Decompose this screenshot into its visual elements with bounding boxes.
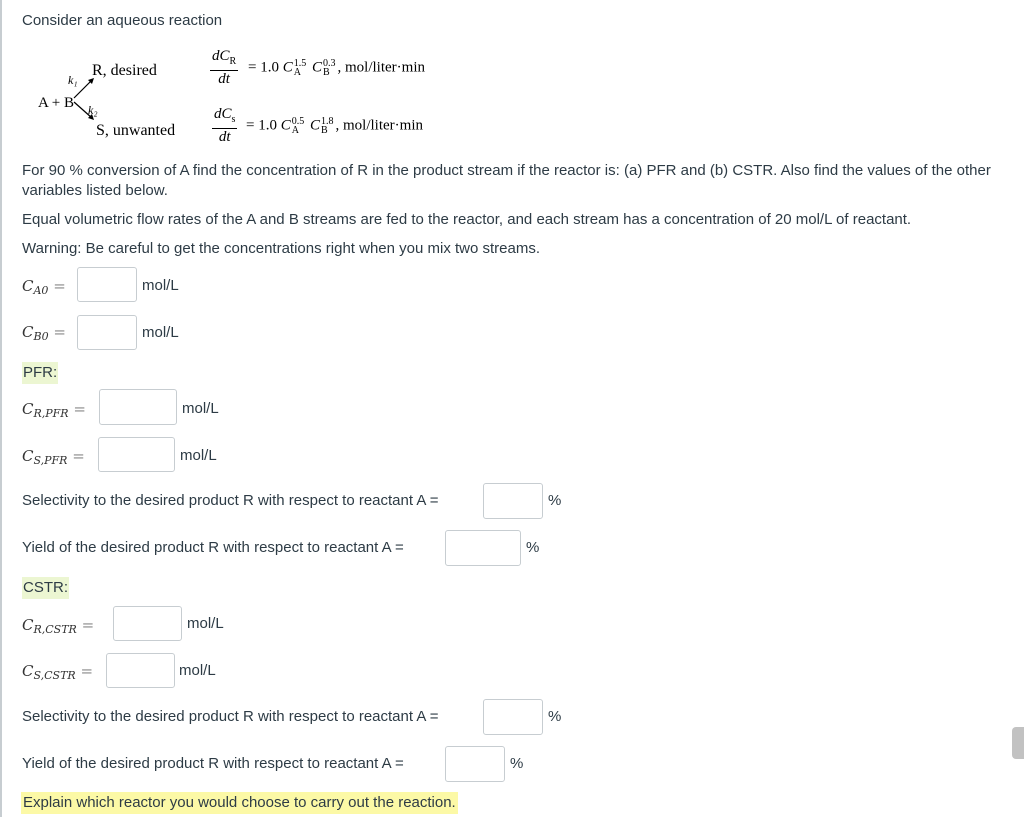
rate-s-ca-letter: C	[280, 117, 291, 134]
rate-s-num-sub: s	[231, 114, 236, 125]
pfr-yield-unit: %	[526, 539, 540, 556]
rate-s-expression	[246, 117, 423, 135]
cr-pfr-symbol: C	[22, 400, 34, 418]
explain-prompt: Explain which reactor you would choose to carry out the reaction.	[21, 792, 458, 814]
ca0-equals: =	[53, 277, 66, 295]
cr-pfr-input[interactable]	[99, 389, 177, 425]
cs-cstr-input[interactable]	[106, 653, 175, 688]
rate-r-cb-letter: C	[311, 59, 322, 76]
cr-cstr-input[interactable]	[113, 606, 182, 641]
ca0-input[interactable]	[77, 267, 137, 302]
k2-label: k₂	[88, 103, 98, 117]
cstr-yield-unit: %	[510, 755, 524, 772]
cs-pfr-input[interactable]	[98, 437, 175, 472]
cs-cstr-equals: =	[80, 662, 94, 680]
cs-pfr-unit: mol/L	[180, 447, 217, 464]
warning-text: Warning: Be careful to get the concentrations right when you mix two streams.	[22, 240, 541, 257]
rate-r-num-sub: R	[229, 56, 237, 67]
rate-s-ca-sub: A	[291, 125, 299, 136]
ca0-unit: mol/L	[142, 277, 179, 294]
product-s-label: S, unwanted	[96, 122, 176, 139]
rate-s-derivative	[212, 106, 237, 145]
cstr-yield-label: Yield of the desired product R with respect to reactant A =	[22, 755, 404, 772]
rate-s-ca-exp: 0.5	[291, 116, 305, 127]
cstr-section-label: CSTR:	[22, 577, 69, 599]
pfr-section-label: PFR:	[22, 362, 58, 384]
problem-statement: For 90 % conversion of A find the concentration of R in the product stream if the reactor is: (a) PFR and (b) CSTR. Also find the values of the other variables listed below.	[22, 162, 991, 199]
cr-cstr-label	[22, 615, 94, 640]
pfr-yield-label: Yield of the desired product R with respect to reactant A =	[22, 539, 404, 556]
ca0-label	[22, 276, 66, 301]
cs-pfr-sub: S,PFR	[33, 454, 68, 467]
k1-label: k₁	[68, 73, 78, 87]
rate-s-num: dC	[214, 106, 232, 122]
rate-r-cb-sub: B	[323, 67, 330, 78]
cstr-yield-input[interactable]	[445, 746, 505, 782]
rate-s-cb-exp: 1.8	[321, 116, 334, 127]
scrollbar-thumb[interactable]	[1012, 727, 1024, 759]
rate-r-coef: = 1.0	[248, 59, 279, 76]
cr-cstr-symbol: C	[22, 616, 34, 634]
rate-r-den: dt	[218, 71, 230, 87]
rate-r-derivative	[210, 48, 238, 87]
cb0-symbol: C	[22, 323, 34, 341]
rate-s-cb-sub: B	[321, 125, 328, 136]
rate-r-units: , mol/liter·min	[337, 59, 425, 76]
cr-cstr-equals: =	[81, 616, 95, 634]
cs-pfr-equals: =	[72, 447, 85, 465]
cb0-unit: mol/L	[142, 324, 179, 341]
rate-r-ca-letter: C	[282, 59, 293, 76]
feed-statement: Equal volumetric flow rates of the A and B streams are fed to the reactor, and each stream has a concentration of 20 mol/L of reactant.	[22, 211, 912, 228]
rate-r-ca-sub: A	[293, 67, 301, 78]
cs-pfr-symbol: C	[22, 447, 34, 465]
cb0-input[interactable]	[77, 315, 137, 350]
rate-r-ca-exp: 1.5	[293, 58, 307, 69]
ca0-sub: A0	[33, 284, 49, 297]
rate-r-num: dC	[212, 48, 230, 64]
rate-s-den: dt	[218, 129, 231, 145]
cs-pfr-label	[22, 446, 85, 471]
cstr-selectivity-input[interactable]	[483, 699, 543, 735]
cb0-equals: =	[53, 323, 66, 341]
cs-cstr-sub: S,CSTR	[33, 669, 76, 682]
intro-text: Consider an aqueous reaction	[22, 12, 223, 29]
ca0-symbol: C	[22, 277, 34, 295]
cr-cstr-sub: R,CSTR	[33, 623, 77, 636]
product-r-label: R, desired	[92, 62, 157, 79]
cr-pfr-unit: mol/L	[182, 400, 219, 417]
cr-pfr-sub: R,PFR	[33, 407, 69, 420]
cr-pfr-equals: =	[73, 400, 86, 418]
pfr-selectivity-label: Selectivity to the desired product R with respect to reactant A =	[22, 492, 439, 509]
cstr-selectivity-unit: %	[548, 708, 562, 725]
rate-r-expression	[248, 59, 425, 77]
cs-cstr-symbol: C	[22, 662, 34, 680]
pfr-selectivity-input[interactable]	[483, 483, 543, 519]
cr-pfr-label	[22, 399, 86, 424]
cs-cstr-unit: mol/L	[179, 662, 216, 679]
rate-s-cb-letter: C	[309, 117, 320, 134]
reactants-label: A + B	[38, 95, 74, 111]
pfr-yield-input[interactable]	[445, 530, 521, 566]
rate-s-coef: = 1.0	[246, 117, 277, 134]
cb0-sub: B0	[33, 330, 49, 343]
rate-r-cb-exp: 0.3	[323, 58, 336, 69]
cs-cstr-label	[22, 661, 93, 686]
cstr-selectivity-label: Selectivity to the desired product R with respect to reactant A =	[22, 708, 439, 725]
cr-cstr-unit: mol/L	[187, 615, 224, 632]
cb0-label	[22, 322, 66, 347]
pfr-selectivity-unit: %	[548, 492, 562, 509]
rate-s-units: , mol/liter·min	[335, 117, 423, 134]
